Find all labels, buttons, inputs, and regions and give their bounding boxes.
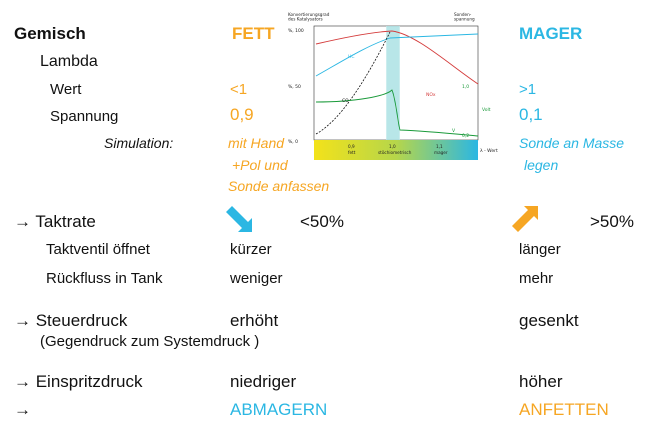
figure-title-right: Sonden-spannung [454,12,475,22]
rueckfluss-label: Rückfluss in Tank [46,270,163,287]
ventil-label: Taktventil öffnet [46,241,150,258]
einspritz-rich: niedriger [230,372,297,391]
wert-lean: >1 [519,81,537,98]
y2-label-02: 0,2 [462,134,470,139]
spannung-label: Spannung [50,108,119,125]
y2-label-volt: Volt [482,108,491,113]
ventil-rich: kürzer [230,241,272,258]
ventil-lean: länger [519,241,561,258]
simulation-rich-line1: mit Hand [228,135,285,151]
steuerdruck-label: → Steuerdruck [14,311,128,330]
y-label-50: %, 50 [288,85,301,90]
einspritz-label: → Einspritzdruck [14,372,143,391]
x-tick-11: 1,1 [436,144,443,149]
x-name-fett: fett [348,150,356,155]
action-arrow: → [14,400,31,419]
simulation-lean-line1: Sonde an Masse [519,135,625,151]
simulation-rich-line2: +Pol und [232,157,288,173]
simulation-rich-line3: Sonde anfassen [228,178,330,194]
lambda-label: Lambda [40,53,98,70]
einspritz-lean: höher [519,372,563,391]
wert-label: Wert [50,81,82,98]
spannung-rich: 0,9 [230,105,254,124]
curve-label-v: V [452,129,456,134]
action-rich: ABMAGERN [230,400,328,419]
y-label-0: %, 0 [288,140,298,145]
arrow-down-right-icon [226,204,258,236]
rich-heading: FETT [232,24,275,43]
arrow-up-right-icon [512,202,544,234]
curve-label-hc: HC [348,55,355,60]
x-axis-title: λ - Wert [480,149,498,154]
y-label-100: %, 100 [288,29,304,34]
steuerdruck-rich: erhöht [230,311,279,330]
rueckfluss-rich: weniger [230,270,283,287]
lambda-sensor-diagram [286,10,500,164]
simulation-lean-line2: legen [524,157,559,173]
x-tick-10: 1,0 [389,144,396,149]
simulation-label: Simulation: [104,135,174,151]
figure-title-left: Konvertierungsgrad des Katalysators [288,12,330,22]
lean-heading: MAGER [519,24,583,43]
wert-rich: <1 [230,81,248,98]
taktrate-lean: >50% [590,212,634,231]
spannung-lean: 0,1 [519,105,543,124]
x-tick-09: 0,9 [348,144,355,149]
curve-label-co: CO [342,99,349,104]
steuerdruck-sub: (Gegendruck zum Systemdruck ) [40,333,260,350]
action-lean: ANFETTEN [519,400,609,419]
curve-label-nox: NOx [426,93,436,98]
x-name-stoich: stöchiometrisch [378,150,412,155]
x-name-mager: mager [434,150,448,155]
y2-label-1: 1,0 [462,85,470,90]
steuerdruck-lean: gesenkt [519,311,579,330]
rueckfluss-lean: mehr [519,270,554,287]
taktrate-label: → Taktrate [14,212,96,231]
mixture-heading: Gemisch [14,24,86,43]
co-curve [316,32,390,134]
taktrate-rich: <50% [300,212,344,231]
